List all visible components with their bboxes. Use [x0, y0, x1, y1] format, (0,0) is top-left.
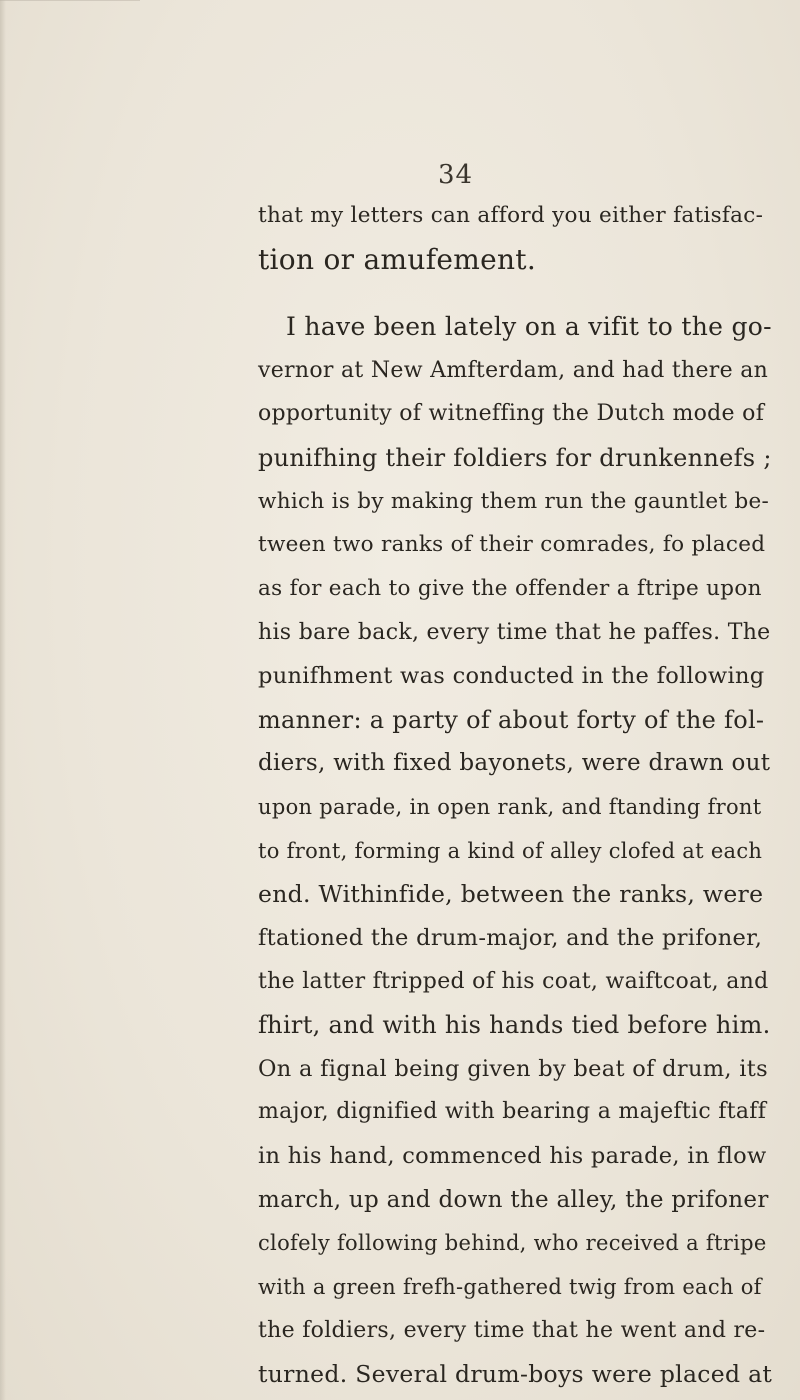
text-line: the foldiers, every time that he went and re-: [258, 1317, 766, 1343]
text-line: vernor at New Amfterdam, and had there an: [258, 357, 769, 383]
text-line: upon parade, in open rank, and ftanding front: [258, 795, 762, 820]
text-line: in his hand, commenced his parade, in flow: [258, 1143, 767, 1170]
text-line: with a green frefh-gathered twig from each of: [258, 1275, 762, 1300]
text-line: manner: a party of about forty of the fol-: [258, 705, 765, 734]
text-line: to front, forming a kind of alley clofed at each: [258, 838, 763, 863]
text-line: punifhment was conducted in the following: [258, 663, 765, 690]
text-line: tween two ranks of their comrades, fo placed: [258, 532, 766, 558]
text-line: ftationed the drum-major, and the prifoner,: [258, 924, 763, 951]
text-line: tion or amufement.: [258, 242, 537, 276]
text-line: opportunity of witneffing the Dutch mode of: [258, 401, 765, 427]
text-line: as for each to give the offender a ftripe upon: [258, 575, 762, 601]
text-line: On a fignal being given by beat of drum, its: [258, 1055, 768, 1082]
text-line: which is by making them run the gauntlet be-: [258, 488, 770, 514]
text-line: major, dignified with bearing a majeftic ftaff: [258, 1099, 767, 1125]
text-line: his bare back, every time that he paffes. The: [258, 619, 771, 645]
text-line: punifhing their foldiers for drunkennefs ;: [258, 443, 772, 472]
page-number: 34: [438, 160, 474, 190]
text-line: end. Withinfide, between the ranks, were: [258, 880, 764, 909]
text-line: diers, with fixed bayonets, were drawn out: [258, 750, 771, 777]
text-line: that my letters can afford you either fatisfac-: [258, 203, 764, 228]
text-line: fhirt, and with his hands tied before him.: [258, 1011, 771, 1040]
text-line: clofely following behind, who received a ftripe: [258, 1231, 767, 1256]
text-line: I have been lately on a vifit to the go-: [286, 312, 772, 342]
text-line: turned. Several drum-boys were placed at: [258, 1360, 773, 1389]
text-line: march, up and down the alley, the prifoner: [258, 1186, 769, 1213]
text-line: the latter ftripped of his coat, waiftcoat, and: [258, 968, 769, 994]
